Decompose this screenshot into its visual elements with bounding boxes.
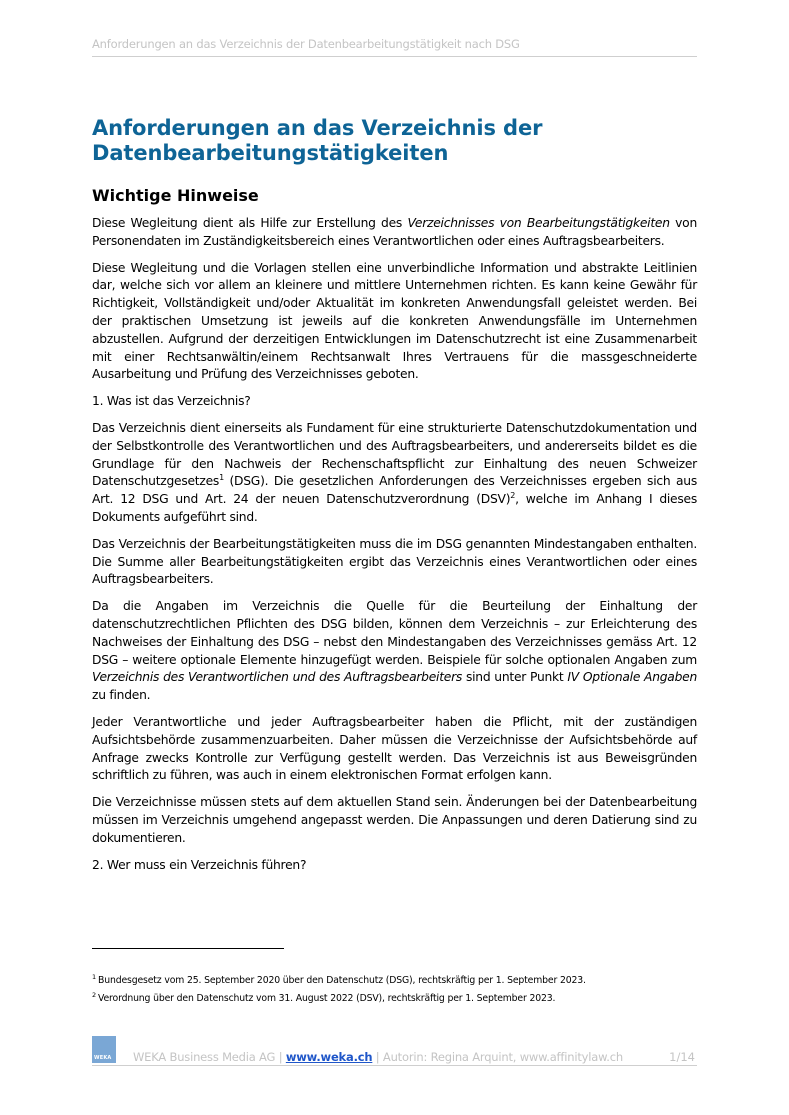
text-run: (DSG). Die gesetzlichen Anforderungen des Verzeichnisses ergeben sich aus Art. 12 DSG und Art. 24 der neuen Datenschutzverordnung (DSV) xyxy=(92,474,697,507)
paragraph-up-to-date: Die Verzeichnisse müssen stets auf dem aktuellen Stand sein. Änderungen bei der Datenbearbeitung müssen im Verzeichnis umgehend angepasst werden. Die Anpassungen und deren Datierung sind zu dokumentieren. xyxy=(92,795,697,845)
paragraph-cooperation: Jeder Verantwortliche und jeder Auftragsbearbeiter haben die Pflicht, mit der zuständigen Aufsichtsbehörde zusammenzuarbeiten. Daher müssen die Verzeichnisse der Aufsichtsbehörde auf Anfrage zwecks Kontrolle zur Verfügung gestellt werden. Das Verzeichnis ist aus Beweisgründen schriftlich zu führen, was auch in einem elektronischen Format erfolgen kann. xyxy=(92,714,697,783)
paragraph-minimum-data: Das Verzeichnis der Bearbeitungstätigkeiten muss die im DSG genannten Mindestangaben enthalten. Die Summe aller Bearbeitungstätigkeiten ergibt das Verzeichnis eines Verantwortlichen oder eines Auftragsbearbeiters. xyxy=(92,536,697,587)
paragraph-optional-elements xyxy=(92,598,697,705)
footnote-ref-2[interactable]: 2 xyxy=(510,491,516,501)
text-run: sind unter Punkt xyxy=(462,670,568,685)
weka-link[interactable]: www.weka.ch xyxy=(285,1050,373,1064)
text-run: Da die Angaben im Verzeichnis die Quelle für die Beurteilung der Einhaltung der datenschutzrechtlichen Pflichten des DSG bilden, können dem Verzeichnis – zur Erleichterung des Nachweises der Einhaltung des DSG – nebst den Mindestangaben des Verzeichnisses gemäss Art. 12 DSG – weitere optionale Elemente hinzugefügt werden. Beispiele für solche optionalen Angaben zum xyxy=(92,599,697,667)
emphasis-text: Verzeichnisses von Bearbeitungstätigkeiten xyxy=(407,216,670,230)
footnote-text: Verordnung über den Datenschutz vom 31. August 2022 (DSV), rechtskräftig per 1. September 2023. xyxy=(98,993,556,1004)
publisher-text: WEKA Business Media AG | xyxy=(133,1050,286,1064)
footnote-ref-1[interactable]: 1 xyxy=(219,473,224,483)
text-run: , welche im Anhang I dieses Dokuments aufgeführt sind. xyxy=(92,492,697,524)
paragraph-disclaimer: Diese Wegleitung und die Vorlagen stellen eine unverbindliche Information und abstrakte Leitlinien dar, welche sich vor allem an kleinere und mittlere Unternehmen richten. Es kann keine Gewähr für Richtigkeit, Vollständigkeit und/oder Aktualität im konkreten Anwendungsfall geleistet werden. Bei der praktischen Umsetzung ist jeweils auf die konkreten Anwendungsfälle im Unternehmen abzustellen. Aufgrund der derzeitigen Entwicklungen im Datenschutzrecht ist eine Zusammenarbeit mit einer Rechtsanwältin/einem Rechtsanwalt Ihres Vertrauens für die massgeschneiderte Ausarbeitung und Prüfung des Verzeichnisses geboten. xyxy=(92,260,697,382)
paragraph-what-is xyxy=(92,420,697,527)
question-heading-2: 2. Wer muss ein Verzeichnis führen? xyxy=(92,857,307,872)
author-text: | Autorin: Regina Arquint, www.affinitylaw.ch xyxy=(372,1050,623,1064)
weka-logo-icon xyxy=(92,1036,116,1063)
question-heading-1: 1. Was ist das Verzeichnis? xyxy=(92,394,251,409)
paragraph-intro xyxy=(92,215,697,251)
text-run: zu finden. xyxy=(92,688,151,703)
footnotes xyxy=(92,972,697,1008)
footnote-text: Bundesgesetz vom 25. September 2020 über den Datenschutz (DSG), rechtskräftig per 1. September 2023. xyxy=(98,975,586,986)
document-body xyxy=(92,116,697,874)
running-header: Anforderungen an das Verzeichnis der Datenbearbeitungstätigkeit nach DSG xyxy=(92,37,697,57)
footnote-1 xyxy=(92,972,697,990)
footnote-number: 1 xyxy=(92,972,96,981)
page-footer xyxy=(92,1036,697,1066)
page-number: 1/14 xyxy=(669,1050,695,1064)
footnote-2 xyxy=(92,990,697,1008)
emphasis-text: IV Optionale Angaben xyxy=(567,670,698,685)
text-run: Das Verzeichnis dient einerseits als Fundament für eine strukturierte Datenschutzdokumentation und der Selbstkontrolle des Verantwortlichen und des Auftragsbearbeiters, und andererseits bildet es die Grundlage für den Nachweis der Rechenschaftspflicht zur Einhaltung des neuen Schweizer Datenschutzgesetzes xyxy=(92,420,697,489)
text-run: von Personendaten im Zuständigkeitsbereich eines Verantwortlichen oder eines Auftragsbearbeiters. xyxy=(92,216,697,248)
footnote-number: 2 xyxy=(92,990,96,999)
logo-text: WEKA xyxy=(94,1055,112,1061)
emphasis-text: Verzeichnis des Verantwortlichen und des Auftragsbearbeiters xyxy=(92,670,463,685)
section-heading: Wichtige Hinweise xyxy=(92,186,259,205)
document-title: Anforderungen an das Verzeichnis der Datenbearbeitungstätigkeiten xyxy=(92,116,543,165)
footer-credits xyxy=(133,1050,623,1064)
text-run: Diese Wegleitung dient als Hilfe zur Erstellung des xyxy=(92,216,408,230)
footnote-separator xyxy=(92,948,284,949)
